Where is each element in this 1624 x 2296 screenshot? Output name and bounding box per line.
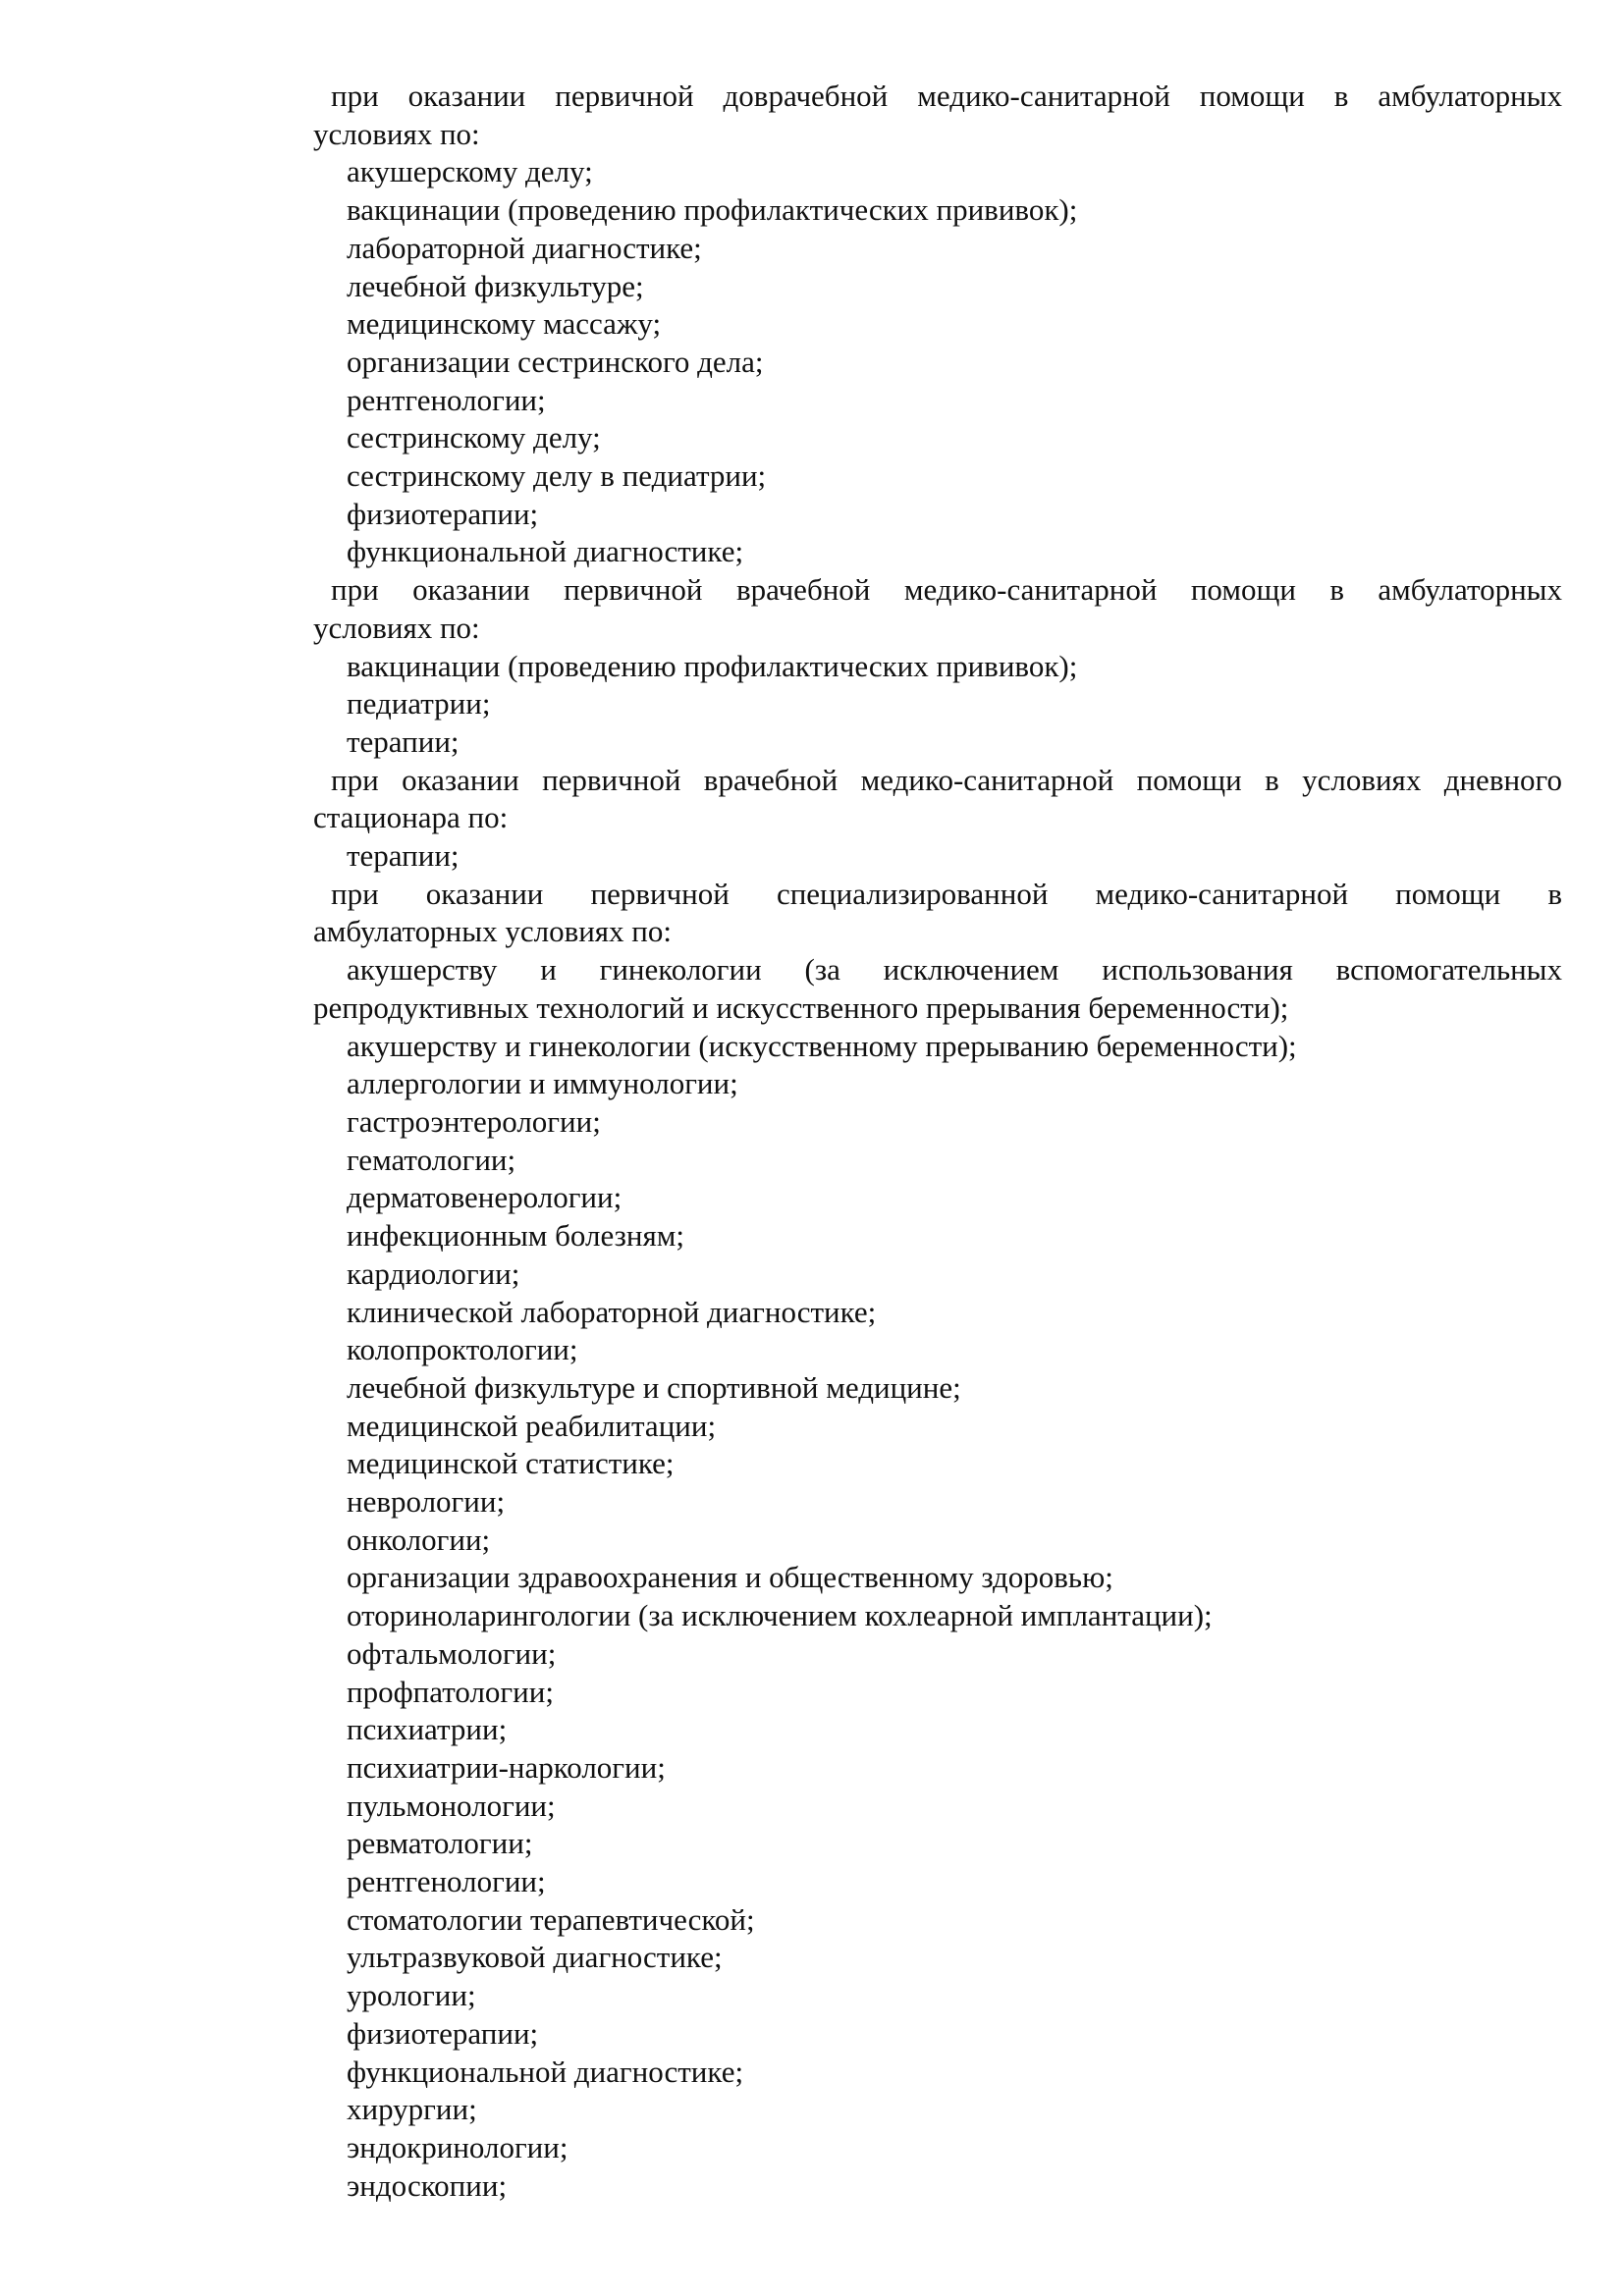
list-item: терапии; [347,838,460,874]
list-item: физиотерапии; [347,2015,539,2051]
section-heading-line: при оказании первичной врачебной медико-санитарной помощи в амбулаторных [331,572,1562,608]
list-item-line: репродуктивных технологий и искусственного прерывания беременности); [313,989,1289,1025]
section-heading [313,876,1562,951]
list-item: эндоскопии; [347,2167,508,2203]
list-item: вакцинации (проведению профилактических прививок); [347,192,1078,228]
list-item: терапии; [347,723,460,759]
list-item: кардиологии; [347,1255,520,1291]
list-item: офтальмологии; [347,1635,557,1671]
list-item: онкологии; [347,1522,491,1557]
list-item: оториноларингологии (за исключением кохлеарной имплантации); [347,1598,1213,1633]
list-item: аллергологии и иммунологии; [347,1066,738,1101]
list-item: функциональной диагностике; [347,534,744,569]
section-heading [313,78,1562,153]
list-item: акушерскому делу; [347,154,593,189]
section-heading [313,571,1562,647]
list-item: функциональной диагностике; [347,2054,744,2089]
list-item: неврологии; [347,1484,506,1520]
list-item: медицинской статистике; [347,1446,675,1481]
section-heading [313,762,1562,837]
list-item: сестринскому делу; [347,420,601,455]
list-item: рентгенологии; [347,382,546,417]
list-item: лечебной физкультуре и спортивной медицине; [347,1369,961,1405]
list-item: лечебной физкультуре; [347,268,644,303]
list-item: инфекционным болезням; [347,1218,684,1254]
list-item: лабораторной диагностике; [347,230,702,265]
list-item: медицинскому массажу; [347,306,662,342]
list-item-line: акушерству и гинекологии (за исключением использования вспомогательных [347,952,1562,988]
list-item: сестринскому делу в педиатрии; [347,458,767,494]
list-item: организации здравоохранения и общественному здоровью; [347,1560,1113,1595]
list-item [313,951,1562,1027]
list-item: клинической лабораторной диагностике; [347,1294,877,1329]
list-item: пульмонологии; [347,1788,556,1823]
list-item: ревматологии; [347,1826,533,1861]
section-heading-line: амбулаторных условиях по: [313,914,673,949]
list-item: организации сестринского дела; [347,344,764,379]
list-item: рентгенологии; [347,1864,546,1899]
section-heading-line: при оказании первичной врачебной медико-санитарной помощи в условиях дневного [331,762,1562,797]
list-item: стоматологии терапевтической; [347,1901,755,1937]
list-item: ультразвуковой диагностике; [347,1940,723,1975]
list-item: колопроктологии; [347,1332,578,1367]
list-item: акушерству и гинекологии (искусственному прерыванию беременности); [347,1028,1297,1063]
section-heading-line: стационара по: [313,800,509,835]
list-item: эндокринологии; [347,2129,568,2164]
list-item: профпатологии; [347,1674,554,1709]
list-item: гастроэнтерологии; [347,1103,601,1139]
list-item: дерматовенерологии; [347,1180,623,1215]
section-heading-line: при оказании первичной специализированной медико-санитарной помощи в [331,876,1562,911]
section-heading-line: условиях по: [313,116,480,151]
list-item: педиатрии; [347,686,491,721]
list-item: психиатрии-наркологии; [347,1749,666,1785]
list-item: медицинской реабилитации; [347,1408,717,1443]
section-heading-line: условиях по: [313,610,480,645]
list-item: физиотерапии; [347,496,539,531]
list-item: урологии; [347,1978,476,2013]
list-item: хирургии; [347,2092,477,2127]
list-item: вакцинации (проведению профилактических прививок); [347,648,1078,683]
list-item: гематологии; [347,1142,516,1177]
section-heading-line: при оказании первичной доврачебной медико-санитарной помощи в амбулаторных [331,79,1562,113]
document-page [313,78,1562,2205]
list-item: психиатрии; [347,1712,508,1747]
